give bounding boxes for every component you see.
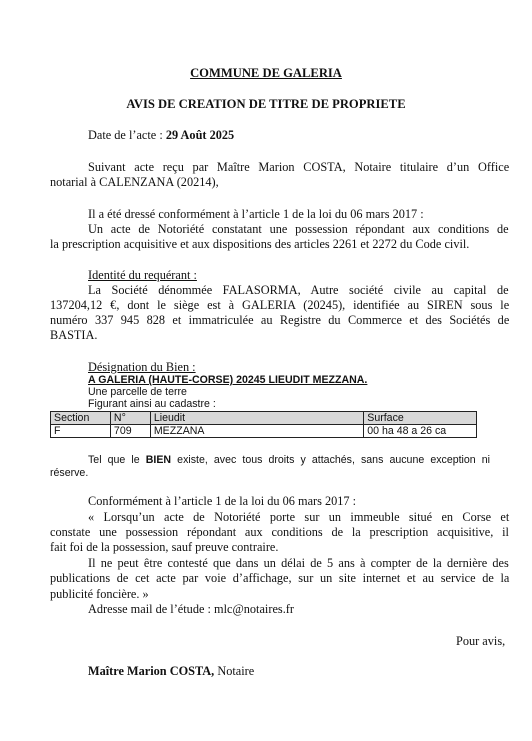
- col-surface: Surface: [364, 412, 477, 425]
- requerant-heading: Identité du requérant :: [88, 268, 197, 282]
- bien-location: A GALERIA (HAUTE-CORSE) 20245 LIEUDIT MEZZANA.: [88, 374, 368, 386]
- drafted-line-2: Un acte de Notoriété constatant une possession répondant aux conditions de: [88, 222, 509, 236]
- requerant-line-3: numéro 337 945 828 et immatriculée au Registre du Commerce et des Sociétés de: [50, 313, 510, 327]
- requerant-line-4: BASTIA.: [50, 328, 98, 342]
- article-line-2: « Lorsqu’un acte de Notoriété porte sur un immeuble situé en Corse et: [88, 510, 510, 524]
- cadastre-label: Figurant ainsi au cadastre :: [88, 398, 216, 410]
- table-row: [51, 425, 477, 438]
- article-line-4: fait foi de la possession, sauf preuve contraire.: [50, 540, 279, 554]
- cadastre-table: [50, 411, 477, 438]
- act-date-label: Date de l’acte :: [88, 128, 166, 142]
- tel-que-bien: BIEN: [145, 454, 172, 466]
- col-lieudit: Lieudit: [150, 412, 363, 425]
- requerant-line-1: La Société dénommée FALASORMA, Autre société civile au capital de: [88, 283, 509, 297]
- tel-que-line-2: réserve.: [50, 467, 89, 479]
- document-title: AVIS DE CREATION DE TITRE DE PROPRIETE: [126, 97, 406, 111]
- drafted-line-1: Il a été dressé conformément à l’article 1 de la loi du 06 mars 2017 :: [88, 207, 424, 221]
- drafted-line-3: la prescription acquisitive et aux dispositions des articles 2261 et 2272 du Code civil.: [50, 237, 470, 251]
- intro-line-2: notarial à CALENZANA (20214),: [50, 175, 219, 189]
- bien-heading: Désignation du Bien :: [88, 360, 196, 374]
- bien-parcel: Une parcelle de terre: [88, 386, 187, 398]
- cell-section: F: [51, 425, 111, 438]
- cell-surface: 00 ha 48 a 26 ca: [364, 425, 477, 438]
- office-email: Adresse mail de l’étude : mlc@notaires.fr: [88, 602, 294, 616]
- intro-line-1: Suivant acte reçu par Maître Marion COSTA, Notaire titulaire d’un Office: [88, 160, 510, 174]
- col-number: N°: [110, 412, 150, 425]
- article-line-5: Il ne peut être contesté que dans un délai de 5 ans à compter de la dernière des: [88, 556, 509, 570]
- cadastre-header-row: [51, 412, 477, 425]
- article-line-6: publications de cet acte par voie d’affichage, sur un site internet et au service de la: [50, 571, 510, 585]
- article-line-1: Conformément à l’article 1 de la loi du 06 mars 2017 :: [88, 494, 357, 508]
- tel-que-line-1: [88, 454, 490, 466]
- notary-name: Maître Marion COSTA,: [88, 664, 215, 678]
- signature: [88, 664, 254, 680]
- cell-lieudit: MEZZANA: [150, 425, 363, 438]
- commune-heading: COMMUNE DE GALERIA: [190, 66, 342, 80]
- col-section: Section: [51, 412, 111, 425]
- notary-role: Notaire: [214, 664, 255, 678]
- act-date-value: 29 Août 2025: [165, 128, 235, 142]
- tel-que-suffix: existe, avec tous droits y attachés, sans aucune exception ni: [171, 454, 491, 466]
- pour-avis: Pour avis,: [456, 634, 506, 648]
- cell-number: 709: [110, 425, 150, 438]
- article-line-3: constate une possession répondant aux conditions de la prescription acquisitive, il: [50, 525, 509, 539]
- act-date: [88, 128, 234, 144]
- article-line-7: publicité foncière. »: [50, 587, 149, 601]
- tel-que-prefix: Tel que le: [88, 454, 146, 466]
- requerant-line-2: 137204,12 €, dont le siège est à GALERIA (20245), identifiée au SIREN sous le: [50, 298, 510, 312]
